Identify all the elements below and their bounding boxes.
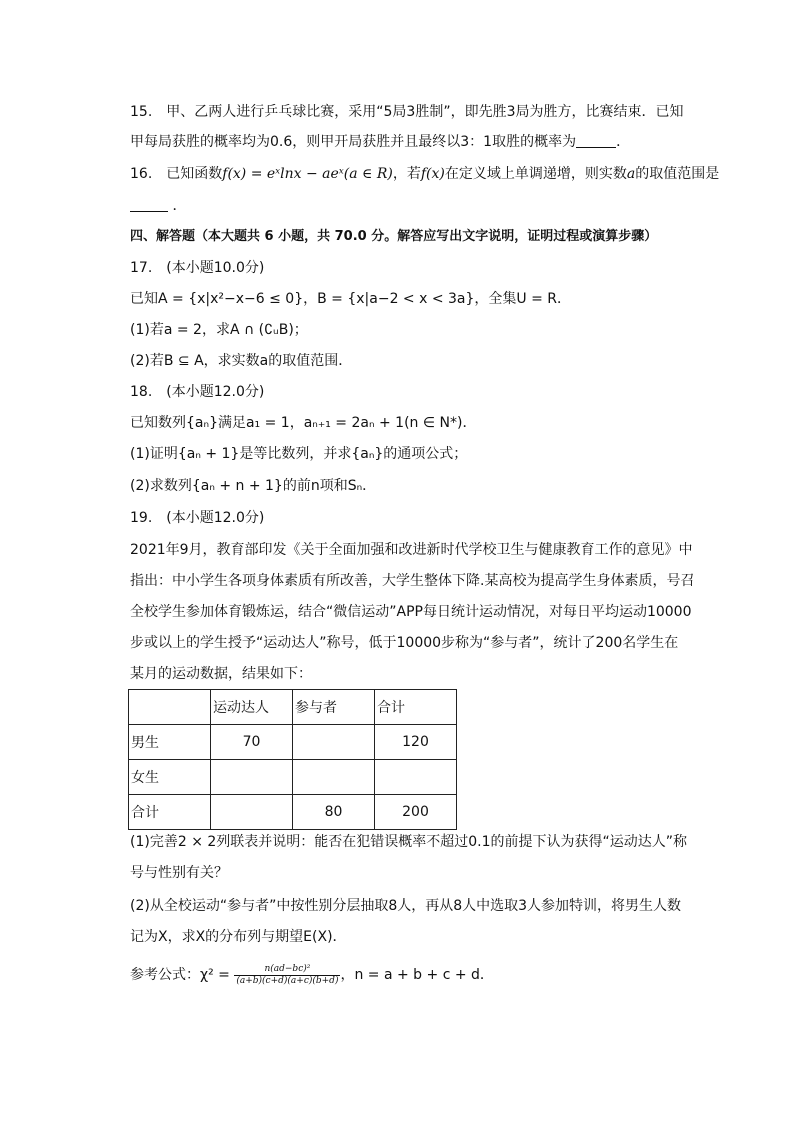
table-row bbox=[129, 725, 457, 760]
table-row bbox=[129, 795, 457, 830]
q19-para-line: 全校学生参加体育锻炼运，结合“微信运动”APP每日统计运动情况，对每日平均运动10000 bbox=[130, 604, 692, 620]
q19-part2-line2: 记为X，求X的分布列与期望E(X)． bbox=[130, 929, 347, 945]
q18-header: 18. (本小题12.0分) bbox=[130, 384, 265, 400]
q18-part1: (1)证明{aₙ + 1}是等比数列，并求{aₙ}的通项公式； bbox=[130, 446, 468, 462]
q15-line1: 15. 甲、乙两人进行乒乓球比赛，采用“5局3胜制”，即先胜3局为胜方，比赛结束．已知 bbox=[130, 104, 684, 120]
q16-end: ． bbox=[172, 198, 187, 214]
q19-para-line: 2021年9月，教育部印发《关于全面加强和改进新时代学校卫生与健康教育工作的意见》中 bbox=[130, 542, 693, 558]
q15-answer-blank bbox=[576, 133, 616, 148]
q16-text-d: 的取值范围是 bbox=[635, 166, 720, 182]
q16-line2 bbox=[130, 196, 700, 216]
formula-numerator: n(ad−bc)² bbox=[234, 964, 340, 976]
q19-para-line: 某月的运动数据，结果如下： bbox=[130, 666, 312, 682]
table-row-label: 女生 bbox=[129, 760, 211, 795]
q17-header: 17. (本小题10.0分) bbox=[130, 260, 265, 276]
q16-answer-blank bbox=[130, 197, 168, 212]
table-row bbox=[129, 760, 457, 795]
q19-para-line: 指出：中小学生各项身体素质有所改善，大学生整体下降.某高校为提高学生身体素质，号召 bbox=[130, 573, 695, 589]
formula-denominator: (a+b)(c+d)(a+c)(b+d) bbox=[236, 975, 339, 986]
table-header-cell: 运动达人 bbox=[211, 690, 293, 725]
q16-fx: f(x) bbox=[420, 166, 445, 182]
table-row-label: 合计 bbox=[129, 795, 211, 830]
table-header-cell: 合计 bbox=[375, 690, 457, 725]
q17-part1: (1)若a = 2，求A ∩ (∁ᵤB)； bbox=[130, 322, 308, 338]
q17-part2: (2)若B ⊆ A，求实数a的取值范围． bbox=[130, 353, 353, 369]
q15-line2 bbox=[130, 132, 700, 152]
q16-function: f(x) = eˣlnx − aeˣ(a ∈ R) bbox=[222, 166, 393, 182]
q19-para-line: 步或以上的学生授予“运动达人”称号，低于10000步称为“参与者”，统计了200名学生在 bbox=[130, 635, 679, 651]
table-cell: 200 bbox=[375, 795, 457, 830]
table-cell bbox=[293, 725, 375, 760]
table-cell: 80 bbox=[293, 795, 375, 830]
formula-label: 参考公式：χ² = bbox=[130, 967, 230, 983]
table-cell: 120 bbox=[375, 725, 457, 760]
q17-given: 已知A = {x|x²−x−6 ≤ 0}，B = {x|a−2 < x < 3a}，全集U = R． bbox=[130, 291, 572, 307]
q16-line1 bbox=[130, 164, 720, 184]
contingency-table bbox=[128, 689, 457, 830]
q19-part1-line2: 号与性别有关？ bbox=[130, 865, 228, 881]
table-cell bbox=[375, 760, 457, 795]
q19-header: 19. (本小题12.0分) bbox=[130, 510, 265, 526]
table-header-row bbox=[129, 690, 457, 725]
formula-tail: ，n = a + b + c + d． bbox=[340, 967, 494, 983]
q16-text-b: ，若 bbox=[392, 166, 421, 182]
table-cell: 70 bbox=[211, 725, 293, 760]
table-header-cell: 参与者 bbox=[293, 690, 375, 725]
q16-text-c: 在定义域上单调递增，则实数 bbox=[444, 166, 627, 182]
table-cell bbox=[129, 690, 211, 725]
q16-text-a: 16. 已知函数 bbox=[130, 166, 223, 182]
q16-a: a bbox=[626, 166, 636, 182]
table-cell bbox=[211, 760, 293, 795]
table-row-label: 男生 bbox=[129, 725, 211, 760]
q19-part1-line1: (1)完善2 × 2列联表并说明：能否在犯错误概率不超过0.1的前提下认为获得“运动达人”称 bbox=[130, 834, 688, 850]
section-heading: 四、解答题（本大题共 6 小题，共 70.0 分。解答应写出文字说明，证明过程或演算步骤） bbox=[130, 229, 658, 244]
formula-fraction bbox=[234, 964, 340, 987]
table-cell bbox=[211, 795, 293, 830]
reference-formula bbox=[130, 962, 700, 988]
q15-end: ． bbox=[616, 134, 631, 150]
q19-part2-line1: (2)从全校运动“参与者”中按性别分层抽取8人，再从8人中选取3人参加特训，将男生人数 bbox=[130, 898, 682, 914]
q18-given: 已知数列{aₙ}满足a₁ = 1，aₙ₊₁ = 2aₙ + 1(n ∈ N*)． bbox=[130, 415, 477, 431]
q18-part2: (2)求数列{aₙ + n + 1}的前n项和Sₙ． bbox=[130, 478, 377, 494]
table-cell bbox=[293, 760, 375, 795]
q15-text: 甲每局获胜的概率均为0.6，则甲开局获胜并且最终以3：1取胜的概率为 bbox=[130, 134, 577, 150]
